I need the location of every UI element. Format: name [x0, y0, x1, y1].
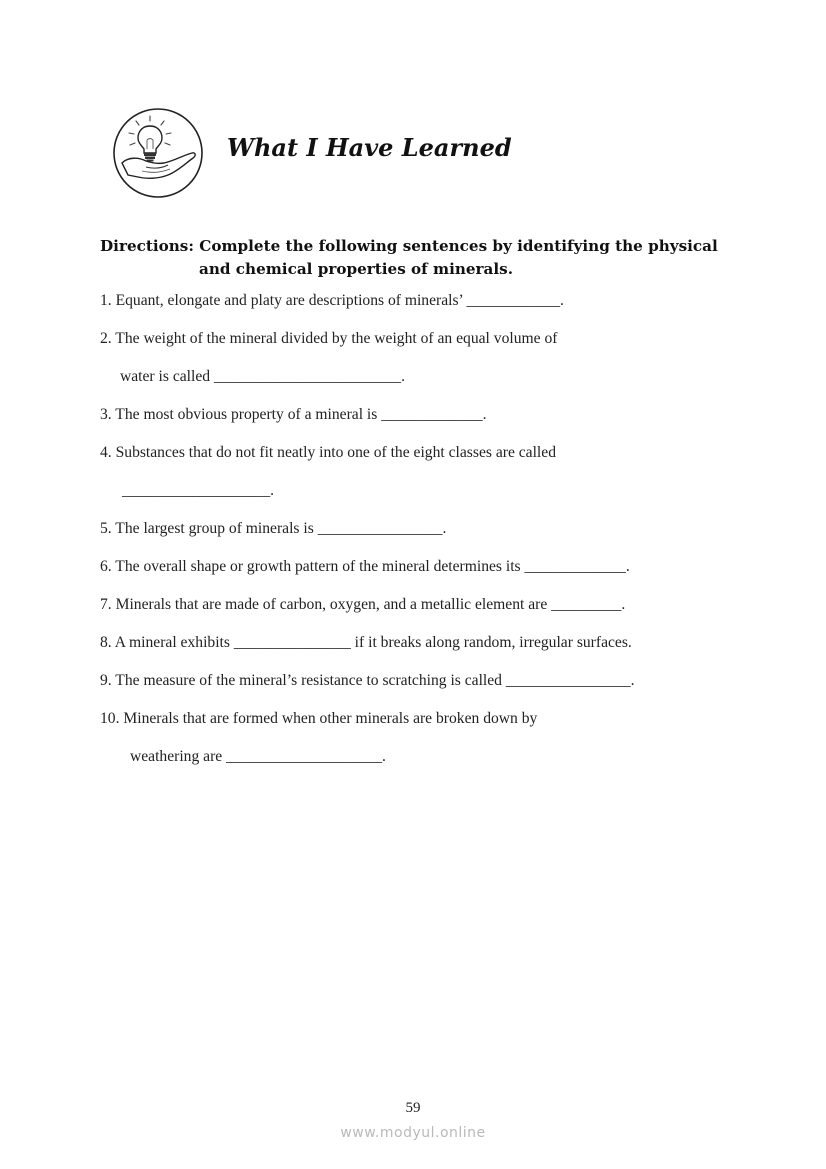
directions-line-1: Directions: Complete the following sentences by identifying the physical — [100, 237, 718, 255]
question-1: 1. Equant, elongate and platy are descriptions of minerals’ ____________. — [100, 292, 564, 309]
directions — [100, 235, 740, 281]
question-6: 6. The overall shape or growth pattern of the mineral determines its _____________. — [100, 558, 630, 575]
directions-line-2: and chemical properties of minerals. — [199, 260, 513, 278]
question-10-line-2: weathering are ____________________. — [130, 748, 386, 765]
question-4-line-1: 4. Substances that do not fit neatly into one of the eight classes are called — [100, 444, 556, 461]
question-8: 8. A mineral exhibits _______________ if it breaks along random, irregular surfaces. — [100, 634, 632, 651]
question-3: 3. The most obvious property of a mineral is _____________. — [100, 406, 487, 423]
lightbulb-hand-icon — [112, 107, 204, 199]
question-2-line-1: 2. The weight of the mineral divided by the weight of an equal volume of — [100, 330, 558, 347]
question-9: 9. The measure of the mineral’s resistance to scratching is called ________________. — [100, 672, 635, 689]
question-5: 5. The largest group of minerals is ________________. — [100, 520, 447, 537]
question-10-line-1: 10. Minerals that are formed when other minerals are broken down by — [100, 710, 538, 727]
question-4-line-2: ___________________. — [122, 482, 275, 499]
question-2-line-2: water is called ________________________. — [120, 368, 405, 385]
section-title: What I Have Learned — [227, 133, 512, 162]
question-7: 7. Minerals that are made of carbon, oxygen, and a metallic element are _________. — [100, 596, 626, 613]
page-number: 59 — [405, 1100, 421, 1116]
watermark: www.modyul.online — [340, 1125, 486, 1141]
